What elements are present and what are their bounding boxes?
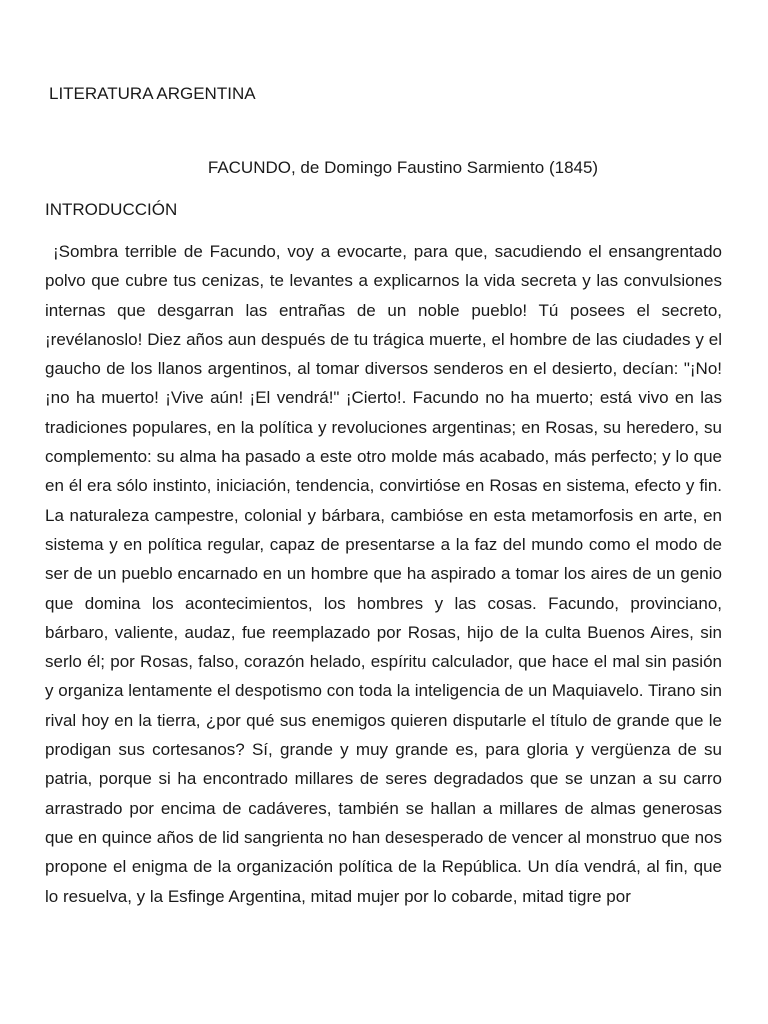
section-heading: INTRODUCCIÓN: [45, 200, 178, 219]
body-paragraph: ¡Sombra terrible de Facundo, voy a evocarte, para que, sacudiendo el ensangrentado polvo que cubre tus cenizas, te levantes a explicarnos la vida secreta y las convulsiones internas que desgarran las entrañas de un noble pueblo! Tú posees el secreto, ¡revélanoslo! Diez años aun después de tu trágica muerte, el hombre de las ciudades y el gaucho de los llanos argentinos, al tomar diversos senderos en el desierto, decían: "¡No! ¡no ha muerto! ¡Vive aún! ¡El vendrá!" ¡Cierto!. Facundo no ha muerto; está vivo en las tradiciones populares, en la política y revoluciones argentinas; en Rosas, su heredero, su complemento: su alma ha pasado a este otro molde más acabado, más perfecto; y lo que en él era sólo instinto, iniciación, tendencia, convirtióse en Rosas en sistema, efecto y fin. La naturaleza campestre, colonial y bárbara, cambióse en esta metamorfosis en arte, en sistema y en política regular, capaz de presentarse a la faz del mundo como el modo de ser de un pueblo encarnado en un hombre que ha aspirado a tomar los aires de un genio que domina los acontecimientos, los hombres y las cosas. Facundo, provinciano, bárbaro, valiente, audaz, fue reemplazado por Rosas, hijo de la culta Buenos Aires, sin serlo él; por Rosas, falso, corazón helado, espíritu calculador, que hace el mal sin pasión y organiza lentamente el despotismo con toda la inteligencia de un Maquiavelo. Tirano sin rival hoy en la tierra, ¿por qué sus enemigos quieren disputarle el título de grande que le prodigan sus cortesanos? Sí, grande y muy grande es, para gloria y vergüenza de su patria, porque si ha encontrado millares de seres degradados que se unzan a su carro arrastrado por encima de cadáveres, también se hallan a millares de almas generosas que en quince años de lid sangrienta no han desesperado de vencer al monstruo que nos propone el enigma de la organización política de la República. Un día vendrá, al fin, que lo resuelva, y la Esfinge Argentina, mitad mujer por lo cobarde, mitad tigre por: [45, 242, 722, 906]
document-title: FACUNDO, de Domingo Faustino Sarmiento (1845): [207, 158, 599, 177]
document-header: LITERATURA ARGENTINA: [49, 84, 256, 103]
